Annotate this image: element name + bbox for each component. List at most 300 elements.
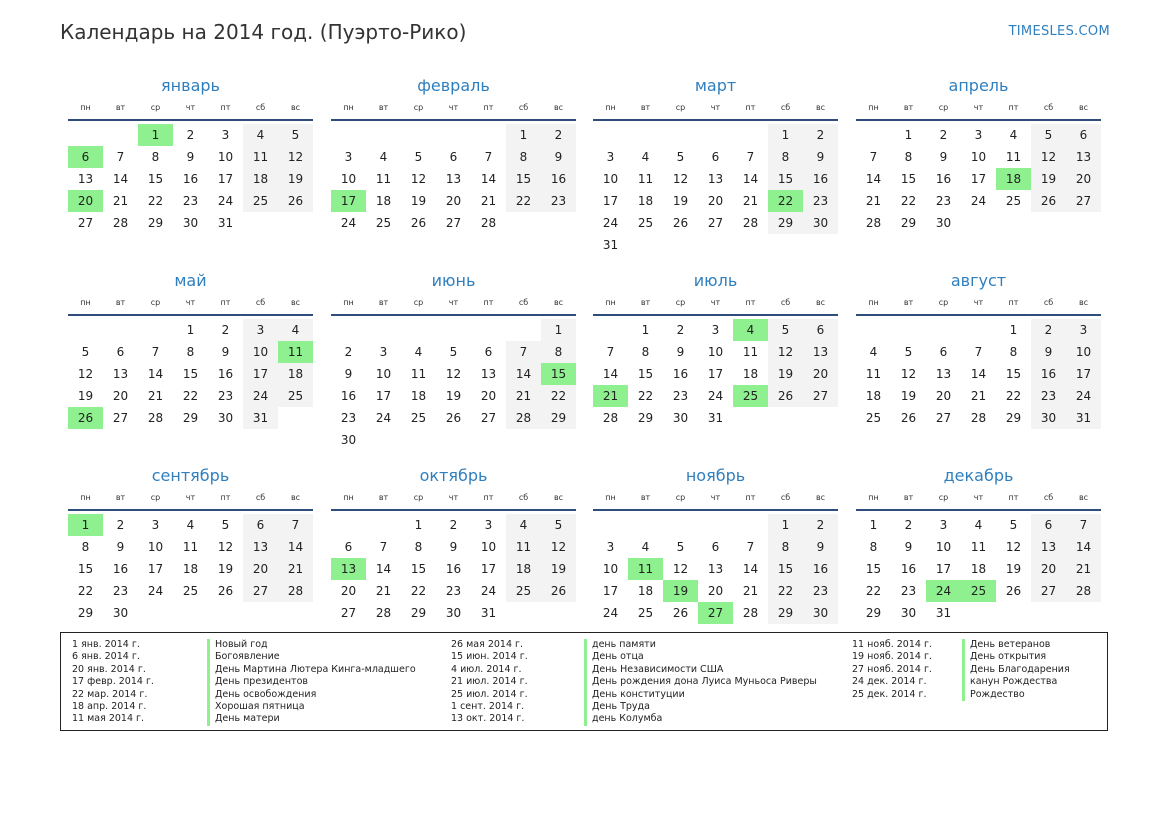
weekend-day-cell: 28 <box>506 407 541 429</box>
day-cell: 4 <box>1009 128 1018 142</box>
day-cell: 19 <box>77 389 94 403</box>
legend-row <box>852 639 1070 651</box>
weekday-label: ср <box>150 297 161 307</box>
day-cell: 8 <box>904 150 913 164</box>
header-divider <box>856 119 1101 121</box>
empty-cell <box>733 514 768 536</box>
day-cell: 26 <box>1005 584 1022 598</box>
day-cell: 10 <box>375 367 392 381</box>
holiday-day-cell: 17 <box>331 190 366 212</box>
weekday-label: пт <box>220 492 231 502</box>
weekday-label: пн <box>343 492 354 502</box>
weekend-day-cell: 5 <box>1031 124 1066 146</box>
weekend-day-cell: 19 <box>768 363 803 385</box>
weekday-label: ср <box>413 102 424 112</box>
weekend-day-cell: 27 <box>243 580 278 602</box>
holiday-day-cell: 21 <box>593 385 628 407</box>
day-cell: 23 <box>935 194 952 208</box>
empty-cell <box>366 514 401 536</box>
weekday-label: вс <box>815 102 826 112</box>
month-block <box>331 270 576 451</box>
holiday-date: 1 сент. 2014 г. <box>451 700 525 712</box>
day-cell: 29 <box>147 216 164 230</box>
empty-cell <box>593 124 628 146</box>
weekday-label: вт <box>115 492 126 502</box>
weekday-label: вт <box>903 297 914 307</box>
weekend-day-cell: 23 <box>803 580 838 602</box>
weekend-day-cell: 26 <box>278 190 313 212</box>
day-cell: 3 <box>606 540 615 554</box>
day-cell: 9 <box>344 367 353 381</box>
holiday-date: 25 дек. 2014 г. <box>852 688 927 700</box>
day-cell: 24 <box>340 216 357 230</box>
day-cell: 4 <box>641 540 650 554</box>
empty-cell <box>628 124 663 146</box>
weekday-label: вс <box>290 492 301 502</box>
day-cell: 4 <box>186 518 195 532</box>
day-cell: 29 <box>1005 411 1022 425</box>
weekend-day-cell: 28 <box>278 580 313 602</box>
weekend-day-cell: 13 <box>803 341 838 363</box>
weekday-label: чт <box>448 102 459 112</box>
weekday-label: пн <box>80 297 91 307</box>
legend-row <box>852 689 1070 701</box>
day-cell: 24 <box>602 606 619 620</box>
day-cell: 3 <box>606 150 615 164</box>
day-grid <box>68 514 313 624</box>
weekend-day-cell: 3 <box>1066 319 1101 341</box>
day-cell: 27 <box>445 216 462 230</box>
weekday-label: чт <box>185 492 196 502</box>
month-name: ноябрь <box>685 466 746 485</box>
day-cell: 26 <box>900 411 917 425</box>
month-name: январь <box>161 76 220 95</box>
holiday-name: День Труда <box>584 701 650 713</box>
day-cell: 18 <box>637 584 654 598</box>
day-cell: 4 <box>974 518 983 532</box>
holiday-date: 13 окт. 2014 г. <box>451 713 525 725</box>
day-grid <box>593 124 838 256</box>
weekday-label: сб <box>255 102 266 112</box>
day-cell: 3 <box>344 150 353 164</box>
day-cell: 24 <box>375 411 392 425</box>
weekday-header <box>593 294 838 310</box>
weekend-day-cell: 21 <box>278 558 313 580</box>
weekend-day-cell: 23 <box>1031 385 1066 407</box>
empty-cell <box>366 319 401 341</box>
day-grid <box>331 124 576 234</box>
weekday-header <box>331 99 576 115</box>
holiday-date: 19 нояб. 2014 г. <box>852 651 932 663</box>
weekday-label: сб <box>780 492 791 502</box>
day-cell: 17 <box>147 562 164 576</box>
day-cell: 9 <box>904 540 913 554</box>
weekend-day-cell: 16 <box>803 558 838 580</box>
weekday-header <box>856 294 1101 310</box>
legend-row <box>72 639 416 651</box>
empty-cell <box>733 124 768 146</box>
month-block <box>68 270 313 429</box>
weekend-day-cell: 19 <box>541 558 576 580</box>
day-cell: 11 <box>182 540 199 554</box>
holiday-date: 24 дек. 2014 г. <box>852 676 927 688</box>
weekday-label: вс <box>815 492 826 502</box>
weekday-label: чт <box>448 492 459 502</box>
day-cell: 7 <box>379 540 388 554</box>
weekday-label: пт <box>483 297 494 307</box>
day-cell: 8 <box>151 150 160 164</box>
day-cell: 11 <box>1005 150 1022 164</box>
day-cell: 1 <box>869 518 878 532</box>
weekend-day-cell: 10 <box>243 341 278 363</box>
weekday-label: пт <box>1008 102 1019 112</box>
weekend-day-cell: 5 <box>278 124 313 146</box>
holiday-name: День ветеранов <box>962 639 1050 651</box>
day-cell: 18 <box>637 194 654 208</box>
weekend-day-cell: 12 <box>1031 146 1066 168</box>
month-name: апрель <box>948 76 1009 95</box>
day-cell: 5 <box>676 540 685 554</box>
day-cell: 6 <box>344 540 353 554</box>
day-cell: 21 <box>742 584 759 598</box>
day-cell: 5 <box>676 150 685 164</box>
day-cell: 20 <box>935 389 952 403</box>
holiday-day-cell: 15 <box>541 363 576 385</box>
legend-row <box>451 651 817 663</box>
weekend-day-cell: 23 <box>541 190 576 212</box>
day-cell: 23 <box>340 411 357 425</box>
day-cell: 29 <box>410 606 427 620</box>
weekend-day-cell: 26 <box>768 385 803 407</box>
day-cell: 2 <box>449 518 458 532</box>
weekday-label: чт <box>973 297 984 307</box>
weekend-day-cell: 12 <box>768 341 803 363</box>
weekend-day-cell: 27 <box>1031 580 1066 602</box>
holiday-day-cell: 4 <box>733 319 768 341</box>
weekday-label: сб <box>518 102 529 112</box>
holiday-name: канун Рождества <box>962 676 1057 688</box>
weekend-day-cell: 24 <box>1066 385 1101 407</box>
day-cell: 3 <box>151 518 160 532</box>
weekday-label: вт <box>378 492 389 502</box>
day-cell: 30 <box>900 606 917 620</box>
holiday-date: 21 июл. 2014 г. <box>451 676 528 688</box>
day-cell: 6 <box>116 345 125 359</box>
holiday-name: Хорошая пятница <box>207 701 305 713</box>
header-divider <box>331 314 576 316</box>
weekday-label: ср <box>150 492 161 502</box>
day-cell: 10 <box>147 540 164 554</box>
weekend-day-cell: 22 <box>506 190 541 212</box>
day-cell: 21 <box>375 584 392 598</box>
holiday-name: День рождения дона Луиса Муньоса Риверы <box>584 676 817 688</box>
weekend-day-cell: 20 <box>1066 168 1101 190</box>
day-cell: 9 <box>221 345 230 359</box>
weekend-day-cell: 26 <box>541 580 576 602</box>
day-cell: 6 <box>711 540 720 554</box>
day-cell: 28 <box>147 411 164 425</box>
weekday-header <box>68 294 313 310</box>
month-name: февраль <box>417 76 490 95</box>
holiday-name: день памяти <box>584 639 656 651</box>
empty-cell <box>471 124 506 146</box>
empty-cell <box>856 124 891 146</box>
holiday-date: 11 мая 2014 г. <box>72 713 145 725</box>
day-grid <box>856 514 1101 624</box>
day-cell: 22 <box>410 584 427 598</box>
day-cell: 15 <box>637 367 654 381</box>
holiday-day-cell: 20 <box>68 190 103 212</box>
weekday-label: пт <box>745 297 756 307</box>
day-cell: 11 <box>865 367 882 381</box>
day-cell: 29 <box>900 216 917 230</box>
legend-row <box>72 713 416 725</box>
weekday-label: чт <box>973 492 984 502</box>
weekend-day-cell: 6 <box>243 514 278 536</box>
day-cell: 30 <box>217 411 234 425</box>
weekend-day-cell: 9 <box>803 536 838 558</box>
day-cell: 15 <box>77 562 94 576</box>
empty-cell <box>436 319 471 341</box>
day-cell: 8 <box>186 345 195 359</box>
weekend-day-cell: 2 <box>541 124 576 146</box>
day-cell: 14 <box>970 367 987 381</box>
day-cell: 10 <box>217 150 234 164</box>
weekend-day-cell: 30 <box>1031 407 1066 429</box>
day-cell: 29 <box>637 411 654 425</box>
day-cell: 19 <box>672 194 689 208</box>
holiday-day-cell: 22 <box>768 190 803 212</box>
day-cell: 1 <box>641 323 650 337</box>
header-divider <box>331 509 576 511</box>
day-cell: 31 <box>217 216 234 230</box>
holiday-name: День отца <box>584 651 644 663</box>
holiday-date: 22 мар. 2014 г. <box>72 688 148 700</box>
month-block <box>331 465 576 624</box>
day-cell: 16 <box>935 172 952 186</box>
weekday-label: ср <box>675 492 686 502</box>
holiday-day-cell: 1 <box>138 124 173 146</box>
weekend-day-cell: 25 <box>506 580 541 602</box>
weekend-day-cell: 1 <box>541 319 576 341</box>
day-cell: 30 <box>445 606 462 620</box>
day-cell: 2 <box>186 128 195 142</box>
day-cell: 7 <box>606 345 615 359</box>
weekday-label: вт <box>115 297 126 307</box>
weekend-day-cell: 27 <box>1066 190 1101 212</box>
day-cell: 14 <box>147 367 164 381</box>
weekday-label: чт <box>710 102 721 112</box>
day-cell: 24 <box>707 389 724 403</box>
day-cell: 18 <box>375 194 392 208</box>
day-cell: 30 <box>182 216 199 230</box>
day-cell: 12 <box>445 367 462 381</box>
day-cell: 17 <box>970 172 987 186</box>
legend-row <box>72 689 416 701</box>
day-cell: 20 <box>445 194 462 208</box>
day-cell: 28 <box>970 411 987 425</box>
site-link[interactable]: TIMESLES.COM <box>1008 24 1110 39</box>
day-cell: 10 <box>602 172 619 186</box>
day-cell: 30 <box>340 433 357 447</box>
holiday-day-cell: 18 <box>996 168 1031 190</box>
weekday-label: пн <box>868 102 879 112</box>
weekday-label: вт <box>903 492 914 502</box>
weekend-day-cell: 5 <box>541 514 576 536</box>
holiday-name: День Благодарения <box>962 664 1070 676</box>
day-cell: 8 <box>869 540 878 554</box>
page-title: Календарь на 2014 год. (Пуэрто-Рико) <box>60 20 467 44</box>
weekend-day-cell: 12 <box>278 146 313 168</box>
day-cell: 20 <box>707 584 724 598</box>
day-grid <box>68 124 313 234</box>
day-cell: 11 <box>742 345 759 359</box>
holiday-date: 11 нояб. 2014 г. <box>852 639 932 650</box>
weekday-label: вт <box>903 102 914 112</box>
weekend-day-cell: 30 <box>803 212 838 234</box>
empty-cell <box>698 514 733 536</box>
day-cell: 19 <box>1005 562 1022 576</box>
month-name: август <box>950 271 1007 290</box>
month-block <box>593 465 838 624</box>
empty-cell <box>331 319 366 341</box>
weekday-label: сб <box>255 492 266 502</box>
weekday-label: пт <box>220 102 231 112</box>
day-cell: 25 <box>1005 194 1022 208</box>
day-cell: 9 <box>186 150 195 164</box>
day-cell: 1 <box>414 518 423 532</box>
day-cell: 8 <box>414 540 423 554</box>
day-cell: 13 <box>707 172 724 186</box>
day-cell: 30 <box>672 411 689 425</box>
weekday-label: вт <box>378 297 389 307</box>
weekend-day-cell: 16 <box>803 168 838 190</box>
day-cell: 17 <box>375 389 392 403</box>
weekend-day-cell: 22 <box>768 580 803 602</box>
day-cell: 15 <box>865 562 882 576</box>
legend-row <box>451 713 817 725</box>
day-cell: 7 <box>746 150 755 164</box>
month-name: март <box>694 76 737 95</box>
weekend-day-cell: 29 <box>768 602 803 624</box>
day-cell: 3 <box>711 323 720 337</box>
weekday-label: ср <box>413 297 424 307</box>
weekday-label: вт <box>640 297 651 307</box>
empty-cell <box>856 319 891 341</box>
weekend-day-cell: 28 <box>1066 580 1101 602</box>
weekend-day-cell: 16 <box>1031 363 1066 385</box>
empty-cell <box>366 124 401 146</box>
weekend-day-cell: 4 <box>243 124 278 146</box>
holiday-date: 20 янв. 2014 г. <box>72 663 146 675</box>
legend-row <box>72 701 416 713</box>
month-block <box>856 270 1101 429</box>
day-cell: 6 <box>484 345 493 359</box>
weekday-label: вс <box>1078 492 1089 502</box>
day-cell: 12 <box>77 367 94 381</box>
empty-cell <box>926 319 961 341</box>
weekend-day-cell: 29 <box>541 407 576 429</box>
day-cell: 11 <box>637 172 654 186</box>
day-cell: 25 <box>375 216 392 230</box>
weekend-day-cell: 2 <box>1031 319 1066 341</box>
day-cell: 12 <box>900 367 917 381</box>
day-cell: 5 <box>1009 518 1018 532</box>
day-cell: 6 <box>939 345 948 359</box>
empty-cell <box>331 124 366 146</box>
empty-cell <box>471 319 506 341</box>
day-cell: 6 <box>711 150 720 164</box>
day-cell: 20 <box>707 194 724 208</box>
weekday-label: пн <box>343 102 354 112</box>
day-cell: 2 <box>939 128 948 142</box>
empty-cell <box>506 319 541 341</box>
holiday-name: День освобождения <box>207 689 316 701</box>
day-cell: 22 <box>182 389 199 403</box>
empty-cell <box>593 319 628 341</box>
weekend-day-cell: 8 <box>541 341 576 363</box>
legend-row <box>72 651 416 663</box>
weekend-day-cell: 17 <box>243 363 278 385</box>
weekend-day-cell: 14 <box>278 536 313 558</box>
day-cell: 26 <box>672 606 689 620</box>
holiday-day-cell: 13 <box>331 558 366 580</box>
day-cell: 15 <box>900 172 917 186</box>
day-cell: 28 <box>480 216 497 230</box>
day-cell: 7 <box>869 150 878 164</box>
weekday-label: ср <box>938 102 949 112</box>
day-grid <box>593 319 838 429</box>
weekday-label: ср <box>675 102 686 112</box>
day-cell: 25 <box>637 606 654 620</box>
legend-column <box>852 639 1070 701</box>
weekday-label: пн <box>868 297 879 307</box>
header-divider <box>593 314 838 316</box>
day-cell: 28 <box>742 606 759 620</box>
weekend-day-cell: 8 <box>506 146 541 168</box>
day-cell: 26 <box>410 216 427 230</box>
legend-row <box>451 664 817 676</box>
day-cell: 4 <box>414 345 423 359</box>
weekday-label: чт <box>710 492 721 502</box>
day-cell: 4 <box>869 345 878 359</box>
month-name: декабрь <box>943 466 1014 485</box>
holiday-date: 4 июл. 2014 г. <box>451 663 522 675</box>
day-cell: 28 <box>375 606 392 620</box>
holiday-name: день Колумба <box>584 713 662 725</box>
day-cell: 20 <box>112 389 129 403</box>
day-cell: 20 <box>340 584 357 598</box>
empty-cell <box>891 319 926 341</box>
day-cell: 9 <box>449 540 458 554</box>
weekday-label: вс <box>290 297 301 307</box>
holiday-day-cell: 11 <box>278 341 313 363</box>
day-cell: 28 <box>602 411 619 425</box>
empty-cell <box>593 514 628 536</box>
header-divider <box>593 509 838 511</box>
empty-cell <box>663 124 698 146</box>
day-cell: 31 <box>935 606 952 620</box>
weekend-day-cell: 18 <box>506 558 541 580</box>
day-cell: 25 <box>637 216 654 230</box>
holiday-day-cell: 24 <box>926 580 961 602</box>
day-cell: 6 <box>449 150 458 164</box>
weekend-day-cell: 21 <box>506 385 541 407</box>
header-divider <box>593 119 838 121</box>
weekend-day-cell: 2 <box>803 124 838 146</box>
day-cell: 26 <box>672 216 689 230</box>
weekend-day-cell: 29 <box>768 212 803 234</box>
